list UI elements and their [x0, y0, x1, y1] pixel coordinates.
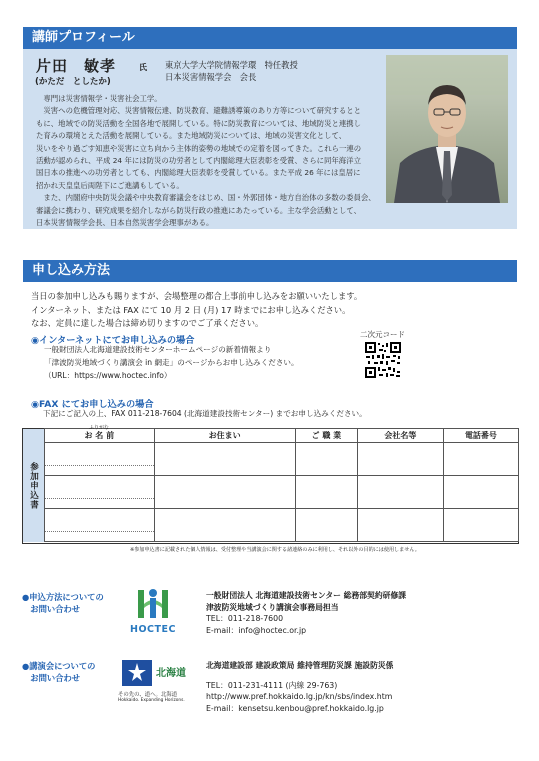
- internet-url[interactable]: （URL：https://www.hoctec.info）: [44, 370, 172, 380]
- occupation-cell[interactable]: [295, 443, 357, 476]
- contact1-label-line1: ●申込方法についての: [22, 592, 104, 602]
- form-row: [45, 443, 519, 476]
- contact2-tel: TEL：011-231-4111 (内線 29-763): [206, 680, 338, 690]
- form-table: [44, 425, 519, 542]
- contact2-label: [22, 660, 95, 684]
- phone-cell[interactable]: [443, 476, 518, 509]
- form-side-label: [23, 429, 45, 542]
- address-cell[interactable]: [154, 476, 295, 509]
- occupation-cell[interactable]: [295, 476, 357, 509]
- form-header-row: [45, 429, 519, 443]
- company-cell[interactable]: [357, 509, 443, 542]
- profile-header: 講師プロフィール: [23, 27, 517, 49]
- lecturer-portrait: [386, 55, 508, 203]
- contact2-url[interactable]: http://www.pref.hokkaido.lg.jp/kn/sbs/index.htm: [206, 692, 393, 702]
- fax-title: ◉FAX にてお申し込みの場合: [31, 399, 154, 410]
- form-row: [45, 509, 519, 542]
- ruby-text: ふりがな: [89, 425, 110, 431]
- affiliation-1: 東京大学大学院情報学環 特任教授: [165, 60, 298, 70]
- col-occupation: ご 職 業: [295, 429, 357, 443]
- intro-line: 当日の参加申し込みも賜りますが、会場整理の都合上事前申し込みをお願いいたします。: [31, 291, 363, 301]
- internet-title: ◉インターネットにてお申し込みの場合: [31, 335, 195, 346]
- privacy-footnote: ※参加申込書に記載された個人情報は、受付整理や当講演会に関する諸連絡のみに利用し、それ以外の目的には使用しません。: [130, 547, 420, 553]
- qr-code[interactable]: [364, 341, 402, 379]
- contact2-label-line2: お問い合わせ: [22, 673, 81, 683]
- name-cell[interactable]: [45, 509, 155, 542]
- bio-line: 専門は災害情報学・災害社会工学。: [36, 94, 162, 103]
- internet-line: 「津波防災地域づくり講演会 in 網走」のページからお申し込みください。: [44, 357, 299, 367]
- fax-instructions: 下記にご記入の上、FAX 011-218-7604 (北海道建設技術センター) までお申し込みください。: [43, 409, 367, 418]
- hokkaido-logo-text: 北海道: [156, 668, 186, 679]
- bio-line: もに、地域での防災活動を全国各地で展開している。特に防災教育については、地域防災と連携し: [36, 118, 362, 128]
- qr-label: 二次元コード: [360, 330, 405, 339]
- furigana-line: [45, 485, 154, 499]
- company-cell[interactable]: [357, 443, 443, 476]
- lecturer-reading: (かただ としたか): [35, 77, 111, 87]
- col-address: お住まい: [154, 429, 295, 443]
- internet-line: 一般財団法人北海道建設技術センターホームページの新着情報より: [44, 345, 272, 354]
- affiliation-2: 日本災害情報学会 会長: [165, 72, 257, 82]
- bio-line: 活動が認められ、平成 24 年には防災の功労者として内閣総理大臣表彰を受賞、さらに同年海洋立: [36, 156, 361, 166]
- contact1-org: 一般財団法人 北海道建設技術センター 総務部契約研修課: [206, 591, 407, 600]
- contact2-org: 北海道建設部 建設政策局 維持管理防災課 施設防災係: [206, 661, 394, 670]
- bio-line: 招かれ天皇皇后両陛下にご進講もしている。: [36, 180, 184, 190]
- contact1-label: [22, 591, 104, 615]
- bio-line: 災害への危機管理対応、災害情報伝達、防災教育、避難誘導策のあり方等について研究するとと: [36, 106, 362, 116]
- apply-header: 申し込み方法: [23, 260, 517, 282]
- bio-line: 災いをやり過ごす知恵や災害に立ち向かう主体的姿勢の地域での定着を図ってきた。これら一連の: [36, 143, 362, 153]
- hokkaido-logo-sub1: その先の、道へ。北海道: [118, 692, 178, 698]
- col-phone: 電話番号: [443, 429, 518, 443]
- intro-line: なお、定員に達した場合は締め切りますのでご了承ください。: [31, 318, 264, 329]
- bio-line: 国日本の推進への功労者としても、内閣総理大臣表彰を受賞している。また平成 26 年には皇居に: [36, 168, 361, 178]
- lecturer-name: 片田 敏孝: [36, 57, 117, 75]
- hoctec-logo: [124, 584, 182, 634]
- bio-line: た育みの環境とえた活動を展開している。また地域防災については、地域の災害文化として、: [36, 131, 347, 141]
- phone-cell[interactable]: [443, 443, 518, 476]
- contact1-details: [206, 590, 406, 636]
- apply-intro: [31, 290, 362, 331]
- col-name-label: お 名 前: [84, 431, 115, 440]
- name-cell[interactable]: [45, 443, 155, 476]
- contact1-email[interactable]: E-mail：info@hoctec.or.jp: [206, 625, 307, 635]
- contact2-label-line1: ●講演会についての: [22, 661, 96, 671]
- occupation-cell[interactable]: [295, 509, 357, 542]
- col-name: [45, 425, 155, 443]
- bio-line: また、内閣府中央防災会議や中央教育審議会をはじめ、国・外郭団体・地方自治体の多数の委員会、: [36, 193, 376, 203]
- qr-code-icon: [364, 341, 402, 379]
- col-company: 会社名等: [357, 429, 443, 443]
- address-cell[interactable]: [154, 509, 295, 542]
- honorific: 氏: [139, 63, 147, 72]
- hokkaido-logo-sub2: Hokkaido. Expanding Horizons.: [118, 698, 185, 703]
- contact2-email[interactable]: E-mail：kensetsu.kenbou@pref.hokkaido.lg.jp: [206, 703, 384, 713]
- contact1-tel: TEL：011-218-7600: [206, 614, 284, 624]
- hoctec-logo-icon: [124, 584, 182, 620]
- application-form: [22, 425, 519, 544]
- intro-line: インターネット、または FAX にて 10 月 2 日 (月) 17 時までにお申し込みください。: [31, 304, 351, 315]
- form-row: [45, 476, 519, 509]
- contact1-dept: 津波防災地域づくり講演会事務局担当: [206, 602, 339, 612]
- internet-instructions: [44, 344, 299, 382]
- hoctec-logo-text: HOCTEC: [130, 624, 176, 635]
- hokkaido-star-icon: [122, 660, 152, 686]
- contact1-label-line2: お問い合わせ: [22, 604, 81, 614]
- company-cell[interactable]: [357, 476, 443, 509]
- form-side-text: 参加申込書: [28, 461, 39, 510]
- hokkaido-logo: [118, 660, 194, 708]
- bio-line: 日本災害情報学会長、日本自然災害学会理事がある。: [36, 218, 214, 228]
- name-cell[interactable]: [45, 476, 155, 509]
- portrait-image: [386, 55, 508, 203]
- address-cell[interactable]: [154, 443, 295, 476]
- bio-text: [36, 93, 386, 229]
- furigana-line: [45, 452, 154, 466]
- bio-line: 審議会に携わり、研究成果を紹介しながら防災行政の推進にあたっている。主な学会活動として、: [36, 205, 362, 215]
- furigana-line: [45, 518, 154, 532]
- phone-cell[interactable]: [443, 509, 518, 542]
- contact2-details: [206, 660, 393, 714]
